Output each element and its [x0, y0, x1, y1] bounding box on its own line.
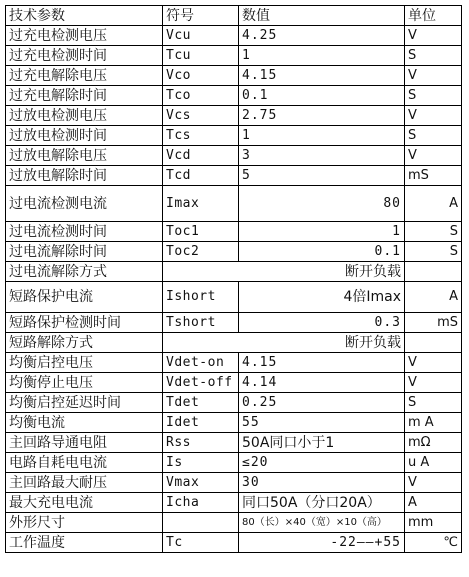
value-cell: -22——+55 — [239, 533, 405, 553]
param-cell: 过放电解除电压 — [6, 146, 163, 166]
param-cell: 过电流解除时间 — [6, 242, 163, 262]
table-row — [6, 333, 462, 353]
table-row — [6, 106, 462, 126]
header-row — [6, 6, 462, 26]
unit-cell: A — [405, 186, 462, 222]
param-cell: 过放电检测时间 — [6, 126, 163, 146]
symbol-cell: Tcu — [163, 46, 239, 66]
symbol-cell: Vmax — [163, 473, 239, 493]
param-cell: 过充电解除时间 — [6, 86, 163, 106]
unit-cell: S — [405, 222, 462, 242]
header-param: 技术参数 — [6, 6, 163, 26]
param-cell: 过放电解除时间 — [6, 166, 163, 186]
unit-cell: mm — [405, 513, 462, 533]
value-cell: 0.25 — [239, 393, 405, 413]
param-cell: 均衡停止电压 — [6, 373, 163, 393]
value-cell: 55 — [239, 413, 405, 433]
param-cell: 最大充电电流 — [6, 493, 163, 513]
value-cell: 0.1 — [239, 242, 405, 262]
symbol-cell: Idet — [163, 413, 239, 433]
unit-cell: A — [405, 493, 462, 513]
param-cell: 过电流解除方式 — [6, 262, 163, 282]
table-row — [6, 46, 462, 66]
symbol-cell: Toc2 — [163, 242, 239, 262]
param-cell: 均衡电流 — [6, 413, 163, 433]
table-row — [6, 126, 462, 146]
unit-cell: V — [405, 473, 462, 493]
symbol-cell: Vcd — [163, 146, 239, 166]
value-cell: 5 — [239, 166, 405, 186]
param-cell: 过充电检测电压 — [6, 26, 163, 46]
table-row — [6, 373, 462, 393]
value-cell: 同口50A（分口20A） — [239, 493, 405, 513]
param-cell: 主回路导通电阻 — [6, 433, 163, 453]
unit-cell: V — [405, 373, 462, 393]
table-row — [6, 86, 462, 106]
symbol-cell: Ishort — [163, 282, 239, 313]
param-cell: 外形尺寸 — [6, 513, 163, 533]
header-unit: 单位 — [405, 6, 462, 26]
param-cell: 电路自耗电电流 — [6, 453, 163, 473]
table-row — [6, 313, 462, 333]
unit-cell — [405, 262, 462, 282]
symbol-cell: Tco — [163, 86, 239, 106]
value-cell: 断开负载 — [163, 262, 405, 282]
symbol-cell: Vdet-off — [163, 373, 239, 393]
symbol-cell: Toc1 — [163, 222, 239, 242]
param-cell: 过电流检测时间 — [6, 222, 163, 242]
spec-table — [5, 5, 462, 553]
unit-cell: S — [405, 393, 462, 413]
symbol-cell: Icha — [163, 493, 239, 513]
symbol-cell: Imax — [163, 186, 239, 222]
value-cell: 断开负载 — [163, 333, 405, 353]
unit-cell — [405, 333, 462, 353]
symbol-cell: Tdet — [163, 393, 239, 413]
symbol-cell: Tcs — [163, 126, 239, 146]
table-row — [6, 473, 462, 493]
unit-cell: A — [405, 282, 462, 313]
param-cell: 均衡启控延迟时间 — [6, 393, 163, 413]
symbol-cell: Tshort — [163, 313, 239, 333]
table-row — [6, 242, 462, 262]
table-row — [6, 146, 462, 166]
symbol-cell: Tc — [163, 533, 239, 553]
header-value: 数值 — [239, 6, 405, 26]
symbol-cell: Vdet-on — [163, 353, 239, 373]
value-cell: 0.1 — [239, 86, 405, 106]
table-row — [6, 453, 462, 473]
unit-cell: S — [405, 46, 462, 66]
table-row — [6, 282, 462, 313]
unit-cell: V — [405, 146, 462, 166]
symbol-cell: Vcu — [163, 26, 239, 46]
table-row — [6, 66, 462, 86]
param-cell: 短路保护电流 — [6, 282, 163, 313]
symbol-cell: Vcs — [163, 106, 239, 126]
table-row — [6, 166, 462, 186]
table-row — [6, 533, 462, 553]
unit-cell: S — [405, 86, 462, 106]
table-row — [6, 393, 462, 413]
symbol-cell: Is — [163, 453, 239, 473]
value-cell: 3 — [239, 146, 405, 166]
symbol-cell: Vco — [163, 66, 239, 86]
value-cell: 80 — [239, 186, 405, 222]
unit-cell: ℃ — [405, 533, 462, 553]
param-cell: 过放电检测电压 — [6, 106, 163, 126]
table-row — [6, 26, 462, 46]
value-cell: 4.14 — [239, 373, 405, 393]
param-cell: 过电流检测电流 — [6, 186, 163, 222]
symbol-cell: Rss — [163, 433, 239, 453]
value-cell: 0.3 — [239, 313, 405, 333]
table-row — [6, 262, 462, 282]
param-cell: 均衡启控电压 — [6, 353, 163, 373]
value-cell: 2.75 — [239, 106, 405, 126]
unit-cell: V — [405, 353, 462, 373]
unit-cell: S — [405, 242, 462, 262]
table-row — [6, 433, 462, 453]
table-row — [6, 186, 462, 222]
param-cell: 短路保护检测时间 — [6, 313, 163, 333]
value-cell: ≤20 — [239, 453, 405, 473]
unit-cell: S — [405, 126, 462, 146]
symbol-cell — [163, 513, 239, 533]
value-cell: 1 — [239, 46, 405, 66]
param-cell: 工作温度 — [6, 533, 163, 553]
table-row — [6, 222, 462, 242]
value-cell: 4倍Imax — [239, 282, 405, 313]
unit-cell: mΩ — [405, 433, 462, 453]
value-cell: 4.25 — [239, 26, 405, 46]
value-cell: 4.15 — [239, 353, 405, 373]
value-cell: 30 — [239, 473, 405, 493]
unit-cell: mS — [405, 166, 462, 186]
header-symbol: 符号 — [163, 6, 239, 26]
unit-cell: mS — [405, 313, 462, 333]
value-cell: 1 — [239, 222, 405, 242]
value-cell: 80（长）×40（宽）×10（高） — [239, 513, 405, 533]
param-cell: 过充电检测时间 — [6, 46, 163, 66]
table-row — [6, 493, 462, 513]
symbol-cell: Tcd — [163, 166, 239, 186]
value-cell: 1 — [239, 126, 405, 146]
table-row — [6, 353, 462, 373]
unit-cell: V — [405, 106, 462, 126]
param-cell: 短路解除方式 — [6, 333, 163, 353]
param-cell: 主回路最大耐压 — [6, 473, 163, 493]
value-cell: 50A同口小于1 — [239, 433, 405, 453]
unit-cell: u A — [405, 453, 462, 473]
table-row — [6, 513, 462, 533]
param-cell: 过充电解除电压 — [6, 66, 163, 86]
unit-cell: V — [405, 66, 462, 86]
table-row — [6, 413, 462, 433]
unit-cell: V — [405, 26, 462, 46]
value-cell: 4.15 — [239, 66, 405, 86]
unit-cell: m A — [405, 413, 462, 433]
